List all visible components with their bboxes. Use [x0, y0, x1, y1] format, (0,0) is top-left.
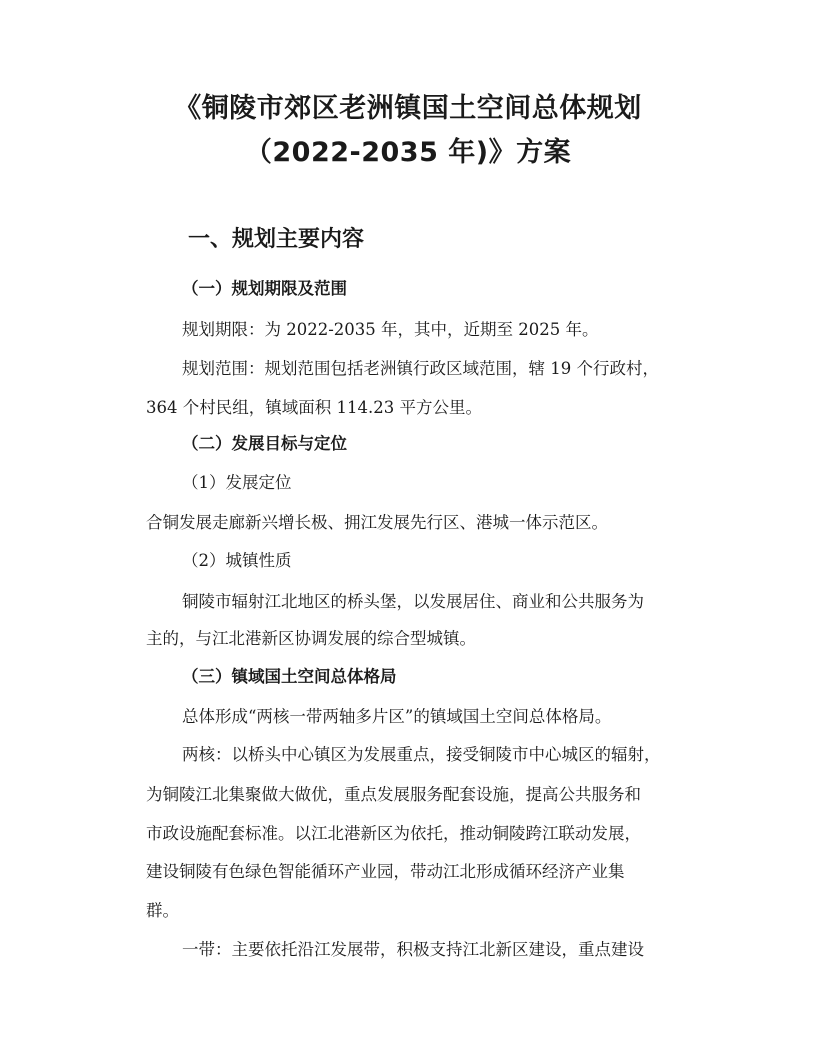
paragraph-two-cores-line-3: 市政设施配套标准。以江北港新区为依托，推动铜陵跨江联动发展，: [146, 824, 641, 843]
paragraph-two-cores-line-2: 为铜陵江北集聚做大做优，重点发展服务配套设施，提高公共服务和: [146, 785, 641, 804]
paragraph-overall-pattern: 总体形成“两核一带两轴多片区”的镇域国土空间总体格局。: [182, 707, 612, 726]
paragraph-planning-scope-line-1: 规划范围：规划范围包括老洲镇行政区域范围，辖 19 个行政村，: [182, 359, 659, 378]
section-heading-main-content: 一、规划主要内容: [188, 227, 365, 252]
subsection-heading-goals-positioning: （二）发展目标与定位: [182, 434, 347, 453]
paragraph-two-cores-line-1: 两核：以桥头中心镇区为发展重点，接受铜陵市中心城区的辐射，: [182, 745, 661, 764]
paragraph-two-cores-line-5: 群。: [146, 901, 179, 920]
paragraph-town-nature-line-2: 主的，与江北港新区协调发展的综合型城镇。: [146, 629, 476, 648]
item-heading-positioning: （1）发展定位: [182, 473, 292, 492]
item-heading-town-nature: （2）城镇性质: [182, 551, 292, 570]
document-title-line-2: （2022-2035 年)》方案: [244, 137, 572, 168]
paragraph-two-cores-line-4: 建设铜陵有色绿色智能循环产业园，带动江北形成循环经济产业集: [146, 862, 625, 881]
paragraph-town-nature-line-1: 铜陵市辐射江北地区的桥头堡，以发展居住、商业和公共服务为: [182, 592, 644, 611]
subsection-heading-spatial-pattern: （三）镇域国土空间总体格局: [182, 667, 397, 686]
paragraph-one-belt-line-1: 一带：主要依托沿江发展带，积极支持江北新区建设，重点建设: [182, 940, 644, 959]
document-title-line-1: 《铜陵市郊区老洲镇国土空间总体规划: [174, 93, 642, 124]
subsection-heading-period-scope: （一）规划期限及范围: [182, 279, 347, 298]
paragraph-planning-scope-line-2: 364 个村民组，镇域面积 114.23 平方公里。: [146, 398, 482, 417]
paragraph-planning-period: 规划期限：为 2022-2035 年，其中，近期至 2025 年。: [182, 320, 599, 339]
paragraph-positioning: 合铜发展走廊新兴增长极、拥江发展先行区、港城一体示范区。: [146, 513, 608, 532]
